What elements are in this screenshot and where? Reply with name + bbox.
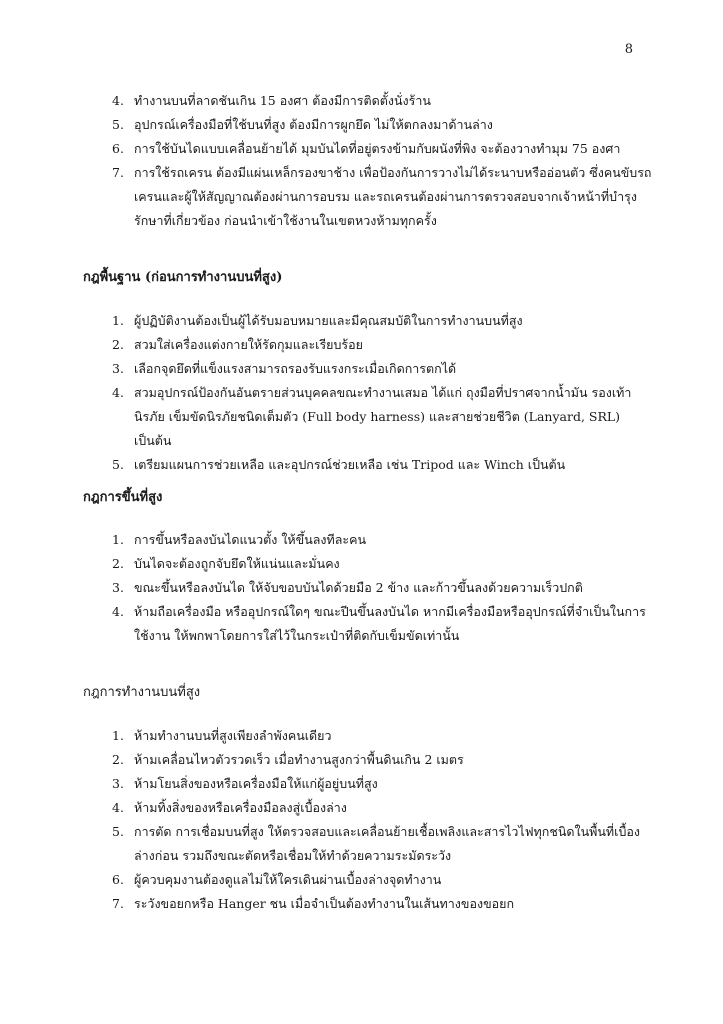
list-text: ผู้ปฏิบัติงานต้องเป็นผู้ได้รับมอบหมายและมีคุณสมบัติในการทำงานบนที่สูง: [134, 313, 523, 328]
list-item: [112, 137, 652, 161]
list-number: 1.: [112, 313, 124, 328]
working-rules-list: [112, 724, 652, 916]
list-item: [112, 381, 652, 453]
list-number: 2.: [112, 556, 124, 571]
list-number: 2.: [112, 337, 124, 352]
list-text: เตรียมแผนการช่วยเหลือ และอุปกรณ์ช่วยเหลือ เช่น Tripod และ Winch เป็นต้น: [134, 457, 566, 472]
list-item: [112, 161, 652, 233]
list-number: 3.: [112, 580, 124, 595]
section-heading-working-rules: กฎการทำงานบนที่สูง: [83, 685, 201, 700]
list-text: ห้ามโยนสิ่งของหรือเครื่องมือให้แก่ผู้อยู่บนที่สูง: [134, 776, 378, 791]
list-item: [112, 552, 652, 576]
list-number: 3.: [112, 776, 124, 791]
list-number: 7.: [112, 896, 124, 911]
page-number: 8: [624, 42, 633, 57]
list-number: 4.: [112, 800, 124, 815]
list-text: ระวังขอยกหรือ Hanger ชน เมื่อจำเป็นต้องทำงานในเส้นทางของขอยก: [134, 896, 515, 911]
list-text: การขึ้นหรือลงบันไดแนวตั้ง ให้ขึ้นลงทีละคน: [134, 532, 367, 547]
list-text: การใช้รถเครน ต้องมีแผ่นเหล็กรองขาช้าง เพื่อป้องกันการวางไม่ได้ระนาบหรืออ่อนตัว ซึ่งคนขับรถเครนและผู้ให้สัญญาณต้องผ่านการอบรม และรถเครนต้องผ่านการตรวจสอบจากเจ้าหน้าที่บำรุงรักษาที่เกี่ยวข้อง ก่อนนำเข้าใช้งานในเขตหวงห้ามทุกครั้ง: [134, 165, 652, 228]
list-text: ห้ามทำงานบนที่สูงเพียงลำพังคนเดียว: [134, 728, 332, 743]
list-text: การตัด การเชื่อมบนที่สูง ให้ตรวจสอบและเคลื่อนย้ายเชื้อเพลิงและสารไวไฟทุกชนิดในพื้นที่เบื้องล่างก่อน รวมถึงขณะตัดหรือเชื่อมให้ทำด้วยความระมัดระวัง: [134, 824, 640, 863]
list-number: 5.: [112, 117, 124, 132]
list-item: [112, 453, 652, 477]
list-number: 5.: [112, 457, 124, 472]
list-item: [112, 724, 652, 748]
list-text: ห้ามทิ้งสิ่งของหรือเครื่องมือลงสู่เบื้องล่าง: [134, 800, 347, 815]
list-item: [112, 820, 652, 868]
section-heading-climbing-rules: กฎการขึ้นที่สูง: [83, 490, 163, 505]
list-number: 2.: [112, 752, 124, 767]
list-item: [112, 772, 652, 796]
list-number: 3.: [112, 361, 124, 376]
list-text: เลือกจุดยึดที่แข็งแรงสามารถรองรับแรงกระเมื่อเกิดการตกได้: [134, 361, 457, 376]
list-item: [112, 868, 652, 892]
list-text: สวมอุปกรณ์ป้องกันอันตรายส่วนบุคคลขณะทำงานเสมอ ได้แก่ ถุงมือที่ปราศจากน้ำมัน รองเท้านิรภัย เข็มขัดนิรภัยชนิดเต็มตัว (Full body harness) และสายช่วยชีวิต (Lanyard, SRL) เป็นต้น: [134, 385, 632, 448]
continued-list: [112, 89, 652, 233]
list-item: [112, 748, 652, 772]
list-number: 4.: [112, 93, 124, 108]
list-number: 6.: [112, 141, 124, 156]
list-number: 4.: [112, 385, 124, 400]
list-text: ห้ามถือเครื่องมือ หรืออุปกรณ์ใดๆ ขณะปีนขึ้นลงบันได หากมีเครื่องมือหรืออุปกรณ์ที่จำเป็นในการใช้งาน ให้พกพาโดยการใส่ไว้ในกระเป๋าที่ติดกับเข็มขัดเท่านั้น: [134, 604, 646, 643]
list-item: [112, 528, 652, 552]
list-text: สวมใส่เครื่องแต่งกายให้รัดกุมและเรียบร้อย: [134, 337, 363, 352]
list-number: 1.: [112, 728, 124, 743]
list-text: การใช้บันไดแบบเคลื่อนย้ายได้ มุมบันไดที่อยู่ตรงข้ามกับผนังที่พิง จะต้องวางทำมุม 75 องศา: [134, 141, 621, 156]
section-heading-basic-rules: กฎพื้นฐาน (ก่อนการทำงานบนที่สูง): [83, 270, 283, 285]
list-text: บันไดจะต้องถูกจับยึดให้แน่นและมั่นคง: [134, 556, 340, 571]
list-number: 7.: [112, 165, 124, 180]
list-number: 6.: [112, 872, 124, 887]
list-item: [112, 576, 652, 600]
list-number: 4.: [112, 604, 124, 619]
list-number: 5.: [112, 824, 124, 839]
list-item: [112, 600, 652, 648]
list-item: [112, 309, 652, 333]
list-item: [112, 113, 652, 137]
list-text: ห้ามเคลื่อนไหวตัวรวดเร็ว เมื่อทำงานสูงกว่าพื้นดินเกิน 2 เมตร: [134, 752, 464, 767]
list-number: 1.: [112, 532, 124, 547]
list-item: [112, 357, 652, 381]
list-text: อุปกรณ์เครื่องมือที่ใช้บนที่สูง ต้องมีการผูกยึด ไม่ให้ตกลงมาด้านล่าง: [134, 117, 493, 132]
basic-rules-list: [112, 309, 652, 477]
climbing-rules-list: [112, 528, 652, 648]
list-text: ทำงานบนที่ลาดชันเกิน 15 องศา ต้องมีการติดตั้งนั่งร้าน: [134, 93, 431, 108]
list-text: ขณะขึ้นหรือลงบันได ให้จับขอบบันไดด้วยมือ 2 ข้าง และก้าวขึ้นลงด้วยความเร็วปกติ: [134, 580, 583, 595]
list-item: [112, 89, 652, 113]
list-item: [112, 333, 652, 357]
list-item: [112, 796, 652, 820]
list-item: [112, 892, 652, 916]
list-text: ผู้ควบคุมงานต้องดูแลไม่ให้ใครเดินผ่านเบื้องล่างจุดทำงาน: [134, 872, 442, 887]
